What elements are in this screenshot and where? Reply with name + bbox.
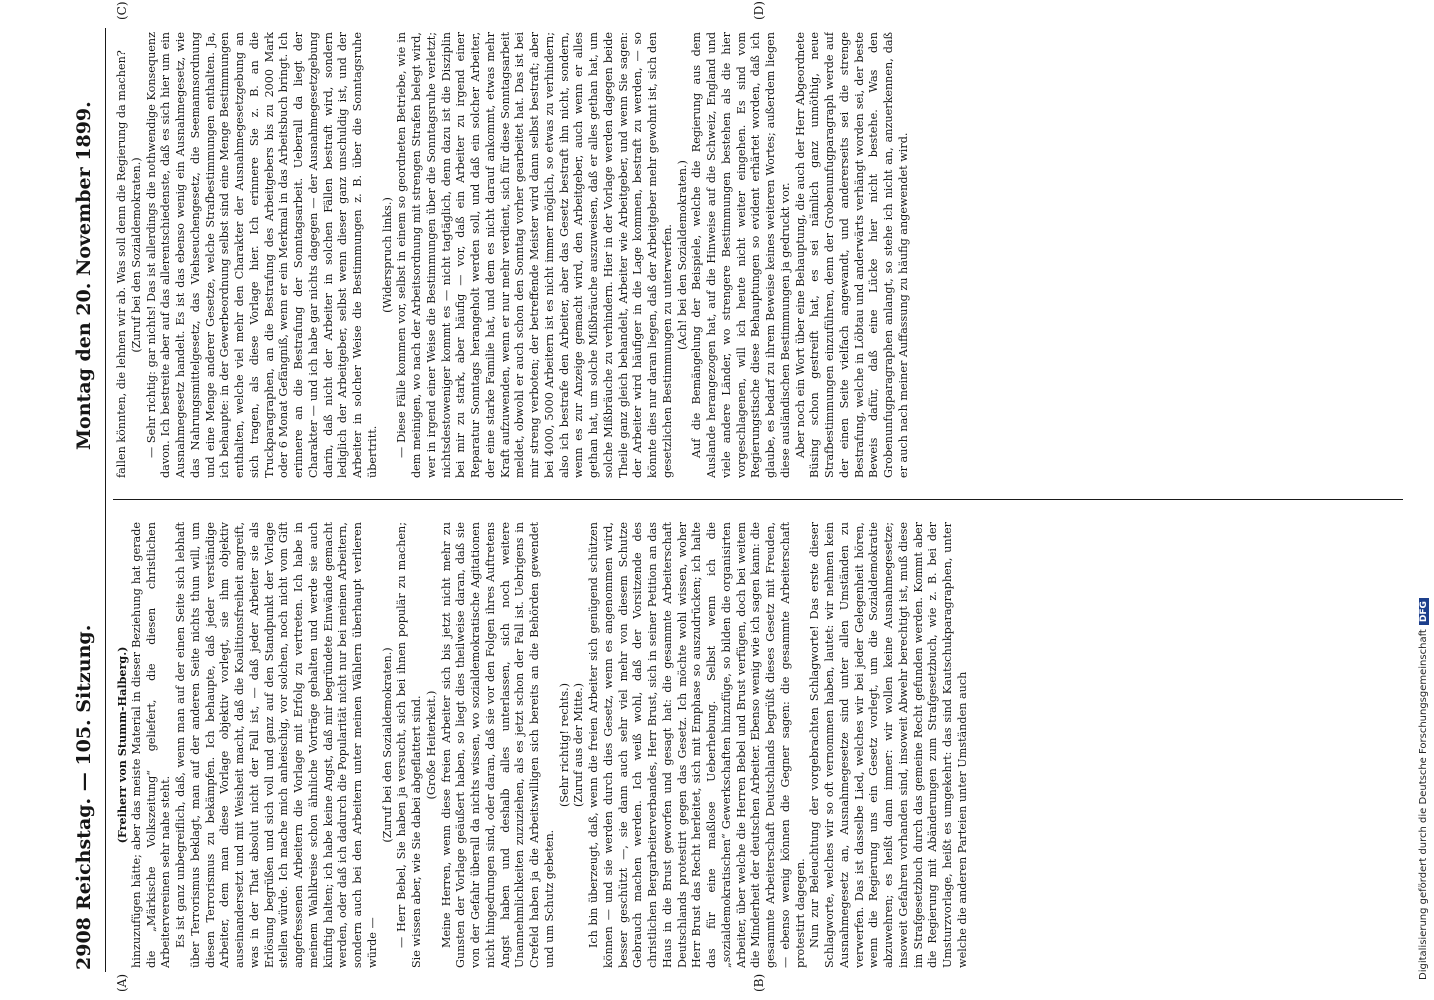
paragraph: — Herr Bebel, Sie haben ja versucht, sich bei ihnen populär zu machen; Sie wissen aber, wie Sie dabei abgeflattert sind.: [395, 522, 423, 968]
interjection: (Widerspruch links.): [380, 197, 394, 313]
interjection: (Zuruf aus der Mitte.): [572, 682, 586, 808]
margin-mark-d: (D): [752, 1, 766, 20]
paragraph: — Sehr richtig: gar nichts! Das ist allerdings die nothwendige Konsequenz davon. Ich bestreite aber auf das allerentschiedenste, daß es sich hier um ein Ausnahmegesetz handelt. Es ist das ebenso wenig ein Ausnahmegesetz, wie das Nahrungsmittelgesetz, das Viehseuchengesetz, die Seemannsordnung und eine Menge anderer Gesetze, welche Strafbestimmungen enthalten. Ja, ich behaupte: in der Gewerbeordnung selbst sind eine Menge Bestimmungen enthalten, welche viel mehr den Charakter der Ausnahmegesetzgebung an sich tragen, als diese Vorlage hier. Ich erinnere Sie z. B. an die Truckparagraphen, an die Bestrafung des Arbeitgebers bis zu 2000 Mark oder 6 Monat Gefängniß, wenn er ein Merkmal in das Arbeitsbuch bringt. Ich erinnere an die Bestrafung der Sonntagsarbeit. Ueberall da liegt der Charakter — und ich habe gar nichts dagegen — der Ausnahmegesetzgebung darin, daß nicht der Arbeiter in solchen Fällen bestraft wird, sondern lediglich der Arbeitgeber, selbst wenn dieser ganz unschuldig ist, und der Arbeiter in solcher Weise die Bestimmungen z. B. über die Sonntagsruhe übertritt.: [144, 32, 379, 478]
page-header: [73, 30, 99, 970]
header-left-title: Reichstag. — 105. Sitzung.: [73, 624, 95, 910]
paragraph: Aber noch ein Wort über eine Behauptung, die auch der Herr Abgeordnete Büsing schon gestreift hat, es sei nämlich ganz unnöthig, neue Strafbestimmungen einzuführen, denn der Grobenunfugparagraph werde auf der einen Seite vielfach angewandt, und andererseits sei die strenge Bestrafung, welche in Löbtau und anderwärts verhängt worden sei, der beste Beweis dafür, daß eine Lücke hier nicht bestehe. Was den Grobenunfugparagraphen anlangt, so stehe ich nicht an, anzuerkennen, daß er auch nach meiner Auffassung zu häufig angewendet wird.: [793, 32, 910, 478]
scanned-page: [17, 0, 1417, 1000]
column-divider: [113, 499, 1403, 500]
interjection: (Zuruf bei den Sozialdemokraten.): [129, 157, 143, 353]
margin-mark-c: (C): [115, 1, 129, 20]
right-column: [115, 32, 1405, 478]
speaker-tag: (Freiherr von Stumm-Halberg.): [115, 646, 129, 844]
interjection: (Zuruf bei den Sozialdemokraten.): [380, 647, 394, 843]
left-column: [115, 522, 1405, 968]
paragraph: Es ist ganz unbegreiflich, daß, wenn man auf der einen Seite sich lebhaft über Terrorismus beklagt, man auf der anderen Seite nichts thun will, um diesen Terrorismus zu bekämpfen. Ich behaupte, daß jeder verständige Arbeiter, dem man diese Vorlage objektiv vorlegt, sie ihm objektiv auseinandersetzt und mit Weisheit macht, daß die Koalitionsfreiheit angreift, was in der That absolut nicht der Fall ist, — daß jeder Arbeiter sie als Erlösung begrüßen und sich voll und ganz auf den Standpunkt der Vorlage stellen würde. Ich mache mich anheischig, vor solchen, noch nicht vom Gift angefressenen Arbeitern die Vorlage mit Erfolg zu vertreten. Ich habe in meinem Wahlkreise schon ähnliche Vorträge gehalten und werde sie auch künftig halten; ich habe keine Angst, daß mir begründete Einwände gemacht werden, oder daß ich dadurch die Popularität nicht nur bei meinen Arbeitern, sondern auch bei den Arbeitern unter meinen Wählern überhaupt verlieren würde —: [174, 522, 379, 968]
interjection: (Große Heiterkeit.): [424, 690, 438, 800]
header-right-date: Montag den 20. November 1899.: [73, 101, 95, 450]
paragraph: fallen könnten, die lehnen wir ab. Was soll denn die Regierung da machen?: [115, 50, 128, 478]
page-number: 2908: [73, 917, 95, 970]
paragraph: — Diese Fälle kommen vor, selbst in einem so geordneten Betriebe, wie in dem meinigen, wo nach der Arbeitsordnung mit strengen Strafen belegt wird, wer in irgend einer Weise die Bestimmungen über die Sonntagsruhe verletzt; nichtsdestoweniger kommt es — nicht tagtäglich, denn dazu ist die Disziplin bei mir zu stark, aber häufig — vor, daß ein Arbeiter zu irgend einer Reparatur Sonntags herangeholt werden soll, und daß ein solcher Arbeiter, der eine starke Familie hat, und dem es nicht darauf ankommt, etwas mehr Kraft aufzuwenden, wenn er nur mehr verdient, sich für diese Sonntagsarbeit meldet, obwohl er auch schon den Sonntag vorher gearbeitet hat. Das ist bei mir streng verboten; der betreffende Meister wird dann selbst bestraft; aber bei 4000, 5000 Arbeitern ist es nicht immer möglich, so etwas zu verhindern; also ich bestrafe den Arbeiter, aber das Gesetz bestraft ihn nicht, sondern, wenn es zur Anzeige gemacht wird, den Arbeitgeber, auch wenn er alles gethan hat, um solche Mißbräuche auszuweisen, daß er alles gethan hat, um solche Mißbräuche zu verhindern. Hier in der Vorlage werden dagegen beide Theile ganz gleich behandelt, Arbeiter wie Arbeitgeber, und wenn Sie sagen: der Arbeiter wird häufiger in die Lage kommen, bestraft zu werden, — so könnte dies nur daran liegen, daß der Arbeitgeber mehr gewohnt ist, sich den gesetzlichen Bestimmungen zu unterwerfen.: [395, 32, 674, 478]
interjection: (Ach! bei den Sozialdemokraten.): [675, 160, 689, 350]
paragraph: Nun zur Beleuchtung der vorgebrachten Schlagworte! Das erste dieser Schlagworte, welches wir so oft vernommen haben, lautet: wir nehmen kein Ausnahmegesetz an, Ausnahmegesetze sind unter allen Umständen zu verwerfen. Das ist dasselbe Lied, welches wir bei jeder Gelegenheit hören, wenn die Regierung uns ein Gesetz vorlegt, um die Sozialdemokratie abzuwehren; es heißt dann immer: wir wollen keine Ausnahmegesetze; insoweit Gefahren vorhanden sind, insoweit Abwehr berechtigt ist, muß diese im Strafgesetzbuch durch das gemeine Recht gefunden werden. Kommt aber die Regierung mit Abänderungen zum Strafgesetzbuch, wie z. B. bei der Umsturzvorlage, heißt es umgekehrt: das sind Kautschukparagraphen, unter welche die anderen Parteien unter Umständen auch: [808, 522, 969, 968]
margin-mark-a: (A): [115, 973, 129, 992]
digitization-credit: [1418, 598, 1429, 980]
paragraph: Meine Herren, wenn diese freien Arbeiter sich bis jetzt nicht mehr zu Gunsten der Vorlage geäußert haben, so liegt dies theilweise daran, daß sie von der Gefahr überall da nichts wissen, wo sozialdemokratische Agitationen nicht hingedrungen sind, oder daran, daß sie vor den Folgen ihres Auftretens Angst haben und deshalb alles unterlassen, sich noch weitere Unannehmlichkeiten zuzuziehen, als es jetzt schon der Fall ist. Uebrigens in Crefeld haben ja die Arbeitswilligen sich bereits an die Behörden gewendet und um Schutz gebeten.: [439, 522, 556, 968]
header-rule: [105, 28, 106, 972]
paragraph: hinzuzufügen hätte; aber das meiste Material in dieser Beziehung hat gerade die „Märkische Volkszeitung“ geliefert, die diesen christlichen Arbeitervereinen sehr nahe steht.: [129, 522, 173, 968]
credit-text: Digitalisierung gefördert durch die Deutsche Forschungsgemeinschaft: [1418, 629, 1429, 980]
paragraph: Ich bin überzeugt, daß, wenn die freien Arbeiter sich genügend schützen können — und sie werden durch dies Gesetz, wenn es angenommen wird, besser geschützt —, sie dann auch sehr viel mehr von diesem Schutze Gebrauch machen werden. Ich weiß wohl, daß der Vorsitzende des christlichen Bergarbeiterverbandes, Herr Brust, sich in seiner Petition an das Haus in die Brust geworfen und gesagt hat: die gesammte Arbeiterschaft Deutschlands protestirt gegen das Gesetz. Ich möchte wohl wissen, woher Herr Brust das Recht herleitet, sich mit Emphase so auszudrücken; ich halte das für eine maßlose Ueberhebung. Selbst wenn ich die „sozialdemokratischen“ Gewerkschaften hinzufüge, so bilden die organisirten Arbeiter, über welche die Herren Bebel und Brust verfügen, doch bei weitem die Minderheit der deutschen Arbeiter. Ebenso wenig wie ich sagen kann: die gesammte Arbeiterschaft Deutschlands begrüßt dieses Gesetz mit Freuden, — ebenso wenig können die Gegner sagen: die gesammte Arbeiterschaft protestirt dagegen.: [587, 522, 807, 968]
margin-mark-b: (B): [752, 973, 766, 992]
interjection: (Sehr richtig! rechts.): [557, 682, 571, 808]
paragraph: Auf die Bemängelung der Beispiele, welche die Regierung aus dem Auslande herangezogen hat, auf die Hinweise auf die Schweiz, England und viele andere Länder, wo strengere Bestimmungen bestehen als die hier vorgeschlagenen, will ich heute nicht weiter eingehen. Es sind vom Regierungstische diese Behauptungen so evident erhärtet worden, daß ich glaube, es bedarf zu ihrem Beweise keines weiteren Wortes; außerdem liegen diese ausländischen Bestimmungen ja gedruckt vor.: [690, 32, 792, 478]
dfg-logo: DFG: [1419, 598, 1429, 625]
